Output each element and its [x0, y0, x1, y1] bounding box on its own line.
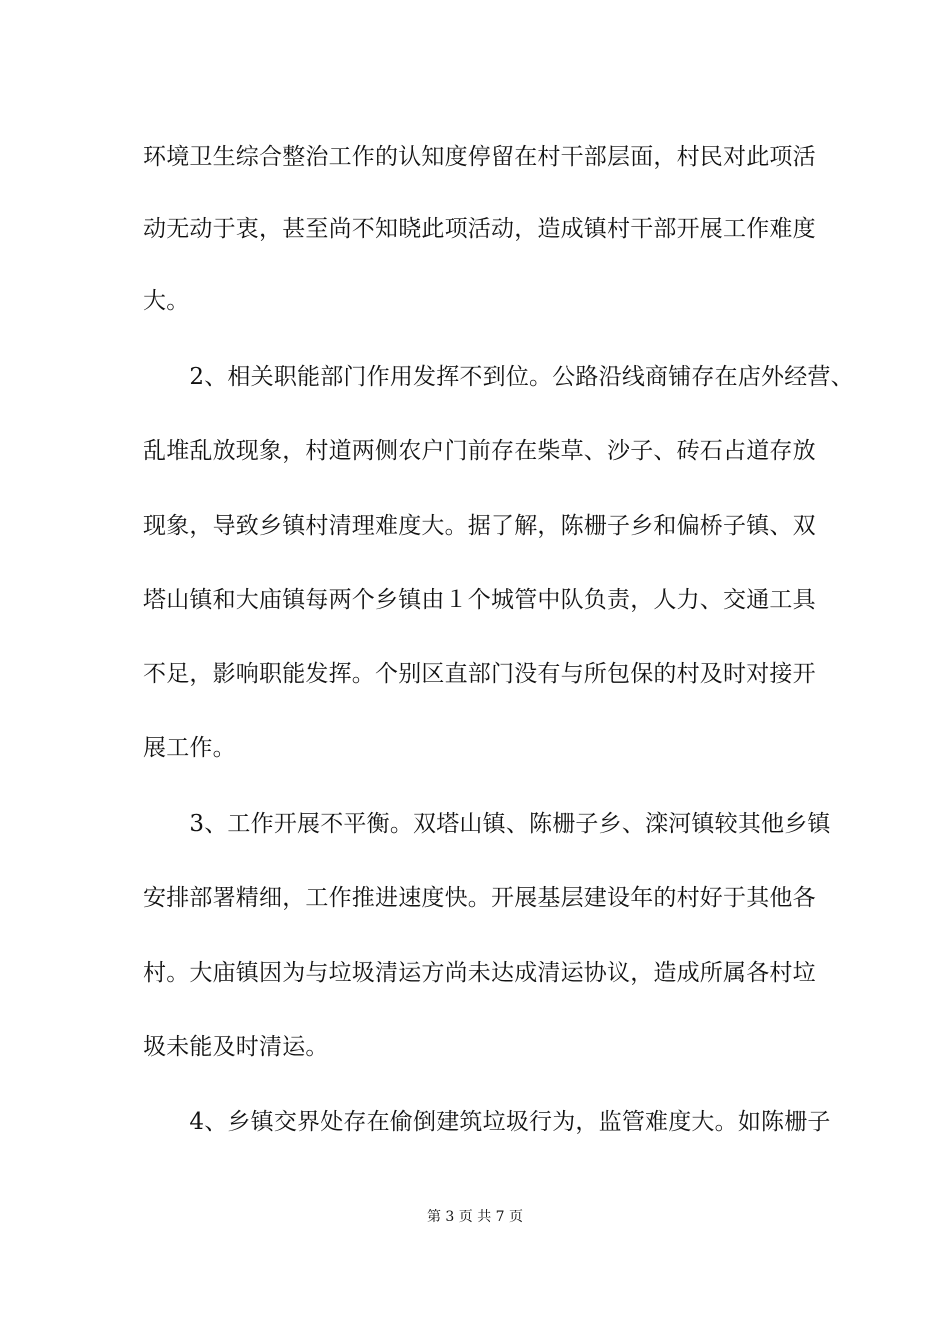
text-line: 环境卫生综合整治工作的认知度停留在村干部层面，村民对此项活: [143, 144, 816, 170]
text-line: 2、相关职能部门作用发挥不到位。公路沿线商铺存在店外经营、: [143, 364, 854, 390]
text-line: 村。大庙镇因为与垃圾清运方尚未达成清运协议，造成所属各村垃: [143, 960, 816, 986]
page-number-footer: 第 3 页 共 7 页: [426, 1209, 524, 1225]
text-line: 圾未能及时清运。: [143, 1034, 329, 1060]
text-line: 现象，导致乡镇村清理难度大。据了解，陈栅子乡和偏桥子镇、双: [143, 513, 816, 539]
text-line: 3、工作开展不平衡。双塔山镇、陈栅子乡、滦河镇较其他乡镇: [143, 811, 831, 837]
text-line: 动无动于衷，甚至尚不知晓此项活动，造成镇村干部开展工作难度: [143, 216, 816, 242]
text-line: 大。: [143, 288, 190, 314]
text-line: 不足，影响职能发挥。个别区直部门没有与所包保的村及时对接开: [143, 661, 816, 687]
text-line: 安排部署精细，工作推进速度快。开展基层建设年的村好于其他各: [143, 885, 816, 911]
text-line: 展工作。: [143, 735, 236, 761]
text-line: 4、乡镇交界处存在偷倒建筑垃圾行为，监管难度大。如陈栅子: [143, 1109, 831, 1135]
text-line: 乱堆乱放现象，村道两侧农户门前存在柴草、沙子、砖石占道存放: [143, 438, 816, 464]
text-line: 塔山镇和大庙镇每两个乡镇由１个城管中队负责，人力、交通工具: [143, 587, 816, 613]
